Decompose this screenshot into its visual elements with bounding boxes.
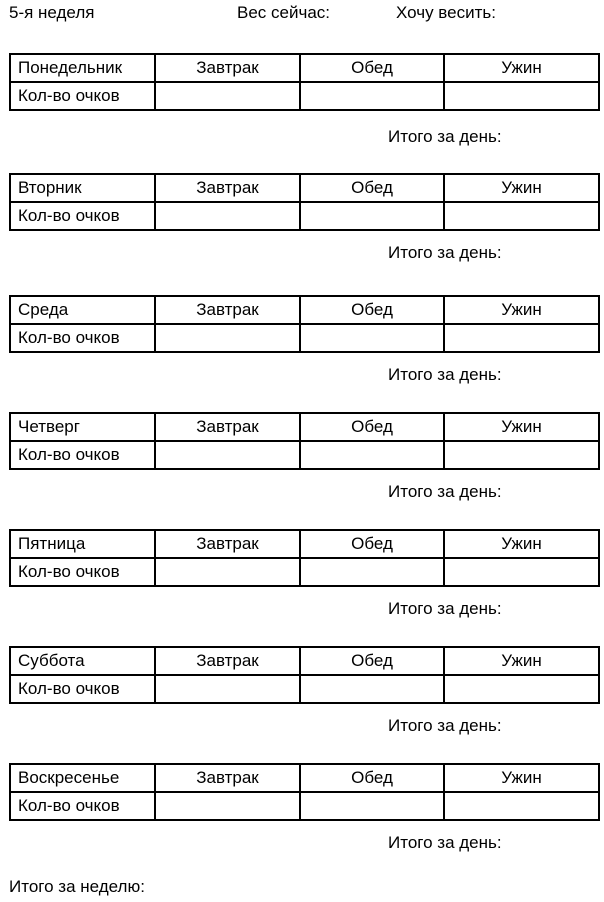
day-name: Суббота: [10, 647, 155, 675]
points-row-label: Кол-во очков: [10, 82, 155, 110]
dinner-header: Ужин: [444, 413, 599, 441]
table-header-row: [10, 174, 599, 202]
dinner-header: Ужин: [444, 296, 599, 324]
points-row: [10, 558, 599, 586]
lunch-points-cell[interactable]: [300, 441, 444, 469]
lunch-points-cell[interactable]: [300, 675, 444, 703]
dinner-header: Ужин: [444, 764, 599, 792]
table-header-row: [10, 764, 599, 792]
day-total-monday: Итого за день:: [388, 127, 502, 146]
lunch-header: Обед: [300, 764, 444, 792]
lunch-points-cell[interactable]: [300, 792, 444, 820]
points-row-label: Кол-во очков: [10, 675, 155, 703]
dinner-header: Ужин: [444, 530, 599, 558]
breakfast-header: Завтрак: [155, 764, 300, 792]
dinner-points-cell[interactable]: [444, 82, 599, 110]
table-header-row: [10, 647, 599, 675]
lunch-points-cell[interactable]: [300, 324, 444, 352]
breakfast-points-cell[interactable]: [155, 675, 300, 703]
target-weight-label: Хочу весить:: [396, 3, 496, 22]
breakfast-header: Завтрак: [155, 530, 300, 558]
lunch-header: Обед: [300, 413, 444, 441]
day-total-friday: Итого за день:: [388, 599, 502, 618]
dinner-header: Ужин: [444, 54, 599, 82]
week-label: 5-я неделя: [9, 3, 95, 22]
day-table-thursday: [9, 412, 600, 470]
breakfast-points-cell[interactable]: [155, 82, 300, 110]
day-name: Среда: [10, 296, 155, 324]
points-row: [10, 82, 599, 110]
dinner-header: Ужин: [444, 647, 599, 675]
lunch-header: Обед: [300, 174, 444, 202]
dinner-points-cell[interactable]: [444, 675, 599, 703]
breakfast-header: Завтрак: [155, 413, 300, 441]
lunch-header: Обед: [300, 54, 444, 82]
lunch-points-cell[interactable]: [300, 202, 444, 230]
points-row: [10, 202, 599, 230]
points-row-label: Кол-во очков: [10, 441, 155, 469]
points-row-label: Кол-во очков: [10, 792, 155, 820]
table-header-row: [10, 54, 599, 82]
week-total-label: Итого за неделю:: [9, 877, 145, 896]
day-table-saturday: [9, 646, 600, 704]
dinner-points-cell[interactable]: [444, 202, 599, 230]
lunch-points-cell[interactable]: [300, 558, 444, 586]
points-row: [10, 324, 599, 352]
breakfast-points-cell[interactable]: [155, 202, 300, 230]
day-table-sunday: [9, 763, 600, 821]
dinner-points-cell[interactable]: [444, 324, 599, 352]
day-total-thursday: Итого за день:: [388, 482, 502, 501]
day-total-wednesday: Итого за день:: [388, 365, 502, 384]
day-name: Четверг: [10, 413, 155, 441]
breakfast-header: Завтрак: [155, 296, 300, 324]
day-table-tuesday: [9, 173, 600, 231]
points-row-label: Кол-во очков: [10, 558, 155, 586]
breakfast-header: Завтрак: [155, 174, 300, 202]
lunch-points-cell[interactable]: [300, 82, 444, 110]
dinner-header: Ужин: [444, 174, 599, 202]
day-total-saturday: Итого за день:: [388, 716, 502, 735]
current-weight-label: Вес сейчас:: [237, 3, 331, 22]
day-name: Понедельник: [10, 54, 155, 82]
day-name: Вторник: [10, 174, 155, 202]
breakfast-header: Завтрак: [155, 647, 300, 675]
breakfast-points-cell[interactable]: [155, 558, 300, 586]
breakfast-points-cell[interactable]: [155, 441, 300, 469]
points-row-label: Кол-во очков: [10, 202, 155, 230]
day-name: Пятница: [10, 530, 155, 558]
points-row-label: Кол-во очков: [10, 324, 155, 352]
breakfast-points-cell[interactable]: [155, 792, 300, 820]
dinner-points-cell[interactable]: [444, 792, 599, 820]
breakfast-header: Завтрак: [155, 54, 300, 82]
day-table-wednesday: [9, 295, 600, 353]
lunch-header: Обед: [300, 296, 444, 324]
breakfast-points-cell[interactable]: [155, 324, 300, 352]
day-name: Воскресенье: [10, 764, 155, 792]
dinner-points-cell[interactable]: [444, 558, 599, 586]
table-header-row: [10, 413, 599, 441]
day-total-tuesday: Итого за день:: [388, 243, 502, 262]
points-row: [10, 792, 599, 820]
day-table-friday: [9, 529, 600, 587]
lunch-header: Обед: [300, 647, 444, 675]
points-row: [10, 441, 599, 469]
dinner-points-cell[interactable]: [444, 441, 599, 469]
day-total-sunday: Итого за день:: [388, 833, 502, 852]
points-row: [10, 675, 599, 703]
table-header-row: [10, 530, 599, 558]
lunch-header: Обед: [300, 530, 444, 558]
day-table-monday: [9, 53, 600, 111]
table-header-row: [10, 296, 599, 324]
